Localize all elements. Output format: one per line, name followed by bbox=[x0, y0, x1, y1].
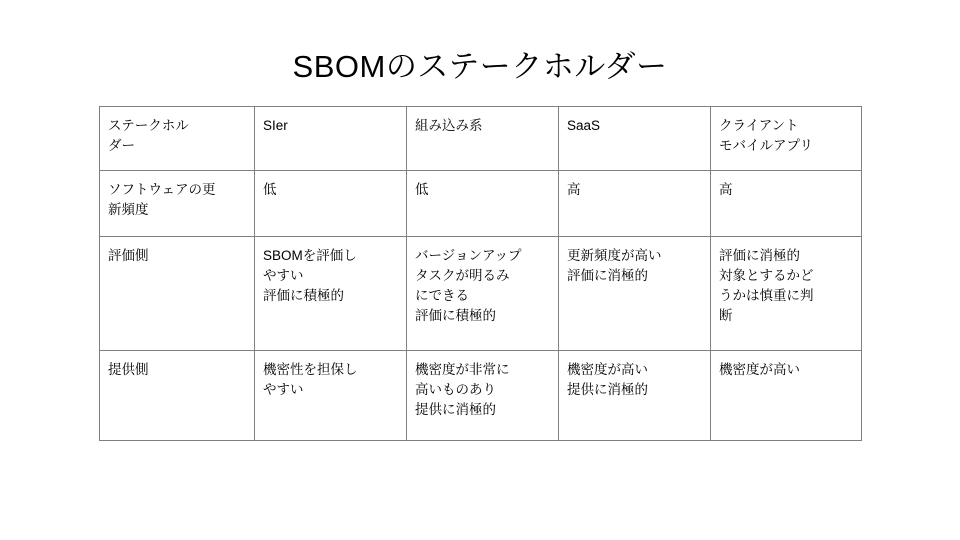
table-header-cell-sier: SIer bbox=[255, 107, 407, 171]
row-label-provider: 提供側 bbox=[100, 351, 255, 441]
page-title: SBOMのステークホルダー bbox=[292, 49, 668, 84]
stakeholder-table-wrapper bbox=[99, 106, 861, 441]
row-label-update-frequency: ソフトウェアの更 新頻度 bbox=[100, 171, 255, 237]
cell-update-frequency-embedded: 低 bbox=[407, 171, 559, 237]
cell-evaluator-sier: SBOMを評価し やすい 評価に積極的 bbox=[255, 237, 407, 351]
cell-update-frequency-sier: 低 bbox=[255, 171, 407, 237]
table-header-cell-client-mobile: クライアント モバイルアプリ bbox=[711, 107, 862, 171]
cell-update-frequency-client-mobile: 高 bbox=[711, 171, 862, 237]
cell-evaluator-embedded: バージョンアップ タスクが明るみ にできる 評価に積極的 bbox=[407, 237, 559, 351]
cell-provider-embedded: 機密度が非常に 高いものあり 提供に消極的 bbox=[407, 351, 559, 441]
cell-evaluator-client-mobile: 評価に消極的 対象とするかど うかは慎重に判 断 bbox=[711, 237, 862, 351]
table-row bbox=[100, 171, 862, 237]
table-header-cell-embedded: 組み込み系 bbox=[407, 107, 559, 171]
cell-update-frequency-saas: 高 bbox=[559, 171, 711, 237]
table-header-cell-stakeholder: ステークホル ダー bbox=[100, 107, 255, 171]
table-row bbox=[100, 351, 862, 441]
cell-provider-sier: 機密性を担保し やすい bbox=[255, 351, 407, 441]
cell-provider-client-mobile: 機密度が高い bbox=[711, 351, 862, 441]
cell-provider-saas: 機密度が高い 提供に消極的 bbox=[559, 351, 711, 441]
cell-evaluator-saas: 更新頻度が高い 評価に消極的 bbox=[559, 237, 711, 351]
row-label-evaluator: 評価側 bbox=[100, 237, 255, 351]
table-header-row bbox=[100, 107, 862, 171]
stakeholder-table bbox=[99, 106, 862, 441]
table-row bbox=[100, 237, 862, 351]
table-header-cell-saas: SaaS bbox=[559, 107, 711, 171]
